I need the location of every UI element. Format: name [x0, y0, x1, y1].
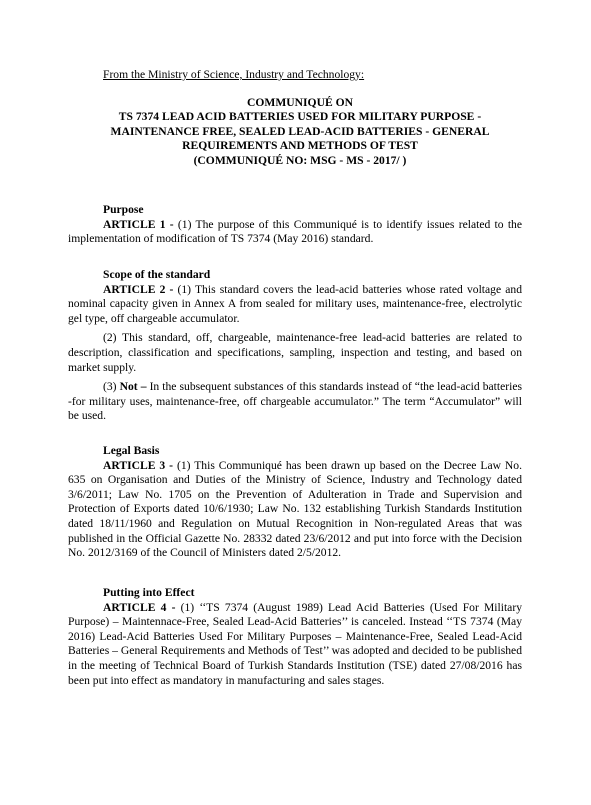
section-heading: Scope of the standard: [103, 268, 211, 281]
section-heading: Putting into Effect: [103, 586, 195, 599]
article-label: ARTICLE 2 -: [103, 282, 178, 296]
title-line-4: REQUIREMENTS AND METHODS OF TEST: [182, 139, 418, 153]
section-putting-into-effect: [68, 586, 522, 688]
section-legal-basis: [68, 444, 522, 561]
article-text: (1) ‘‘TS 7374 (August 1989) Lead Acid Batteries (Used For Military Purpose) – Maintennace-Free, Sealed Lead-Acid Batteries’’ is canceled. Instead ‘‘TS 7374 (May 2016) Lead-Acid Batteries Used For Military Purposes – Maintenance-Free, Sealed Lead-Acid Batteries – General Requirements and Methods of Test’’ was adopted and decided to be published in the meeting of Technical Board of Turkish Standards Institution (TSE) dated 27/08/2016 has been put into effect as mandatory in manufacturing and sales stages.: [68, 600, 522, 687]
article-4-paragraph: [68, 601, 522, 689]
section-heading: Purpose: [103, 203, 144, 216]
article-3-paragraph: [68, 459, 522, 561]
scope-paragraph-3: [68, 380, 522, 424]
communique-title: [60, 96, 540, 168]
section-heading: Legal Basis: [103, 444, 160, 457]
article-text: (1) This Communiqué has been drawn up based on the Decree Law No. 635 on Organisation and Duties of the Ministry of Science, Industry and Technology dated 3/6/2011; Law No. 1705 on the Prevention of Adulteration in Trade and Supervision and Protection of Exports dated 10/6/1930; Law No. 132 establishing Turkish Standards Institution dated 18/11/1960 and Regulation on Mutual Recognition in Non-regulated Areas that was published in the Official Gazette No. 28332 dated 23/6/2012 and put into force with the Decision No. 2012/3169 of the Council of Ministers dated 2/5/2012.: [68, 458, 522, 560]
article-label: ARTICLE 4 -: [103, 600, 181, 614]
section-scope: [68, 268, 522, 424]
article-2-paragraph: [68, 283, 522, 327]
title-line-5: (COMMUNIQUÉ NO: MSG - MS - 2017/ ): [193, 153, 407, 167]
section-purpose: [68, 203, 522, 247]
title-line-1: COMMUNIQUÉ ON: [247, 96, 353, 109]
note-label: Not –: [119, 380, 150, 394]
para-text: In the subsequent substances of this standards instead of “the lead-acid batteries -for military uses, maintenance-free, off chargeable accumulator.” The term “Accumulator” will be used.: [68, 380, 522, 423]
article-label: ARTICLE 3 -: [103, 458, 177, 472]
article-text: (1) The purpose of this Communiqué is to identify issues related to the implementation of modification of TS 7374 (May 2016) standard.: [68, 217, 522, 246]
title-line-2: TS 7374 LEAD ACID BATTERIES USED FOR MILITARY PURPOSE -: [118, 110, 482, 124]
article-1-paragraph: [68, 218, 522, 247]
para-prefix: (3): [103, 380, 120, 394]
article-label: ARTICLE 1 -: [103, 217, 178, 231]
source-line: From the Ministry of Science, Industry and Technology:: [103, 68, 365, 81]
article-text: (1) This standard covers the lead-acid batteries whose rated voltage and nominal capacity given in Annex A from sealed for military uses, maintenance-free, electrolytic gel type, off chargeable accumulator.: [68, 282, 522, 325]
scope-paragraph-2: (2) This standard, off, chargeable, maintenance-free lead-acid batteries are related to description, classification and specifications, sampling, inspection and testing, and based on market supply.: [68, 331, 522, 374]
title-line-3: MAINTENANCE FREE, SEALED LEAD-ACID BATTERIES - GENERAL: [110, 124, 490, 138]
